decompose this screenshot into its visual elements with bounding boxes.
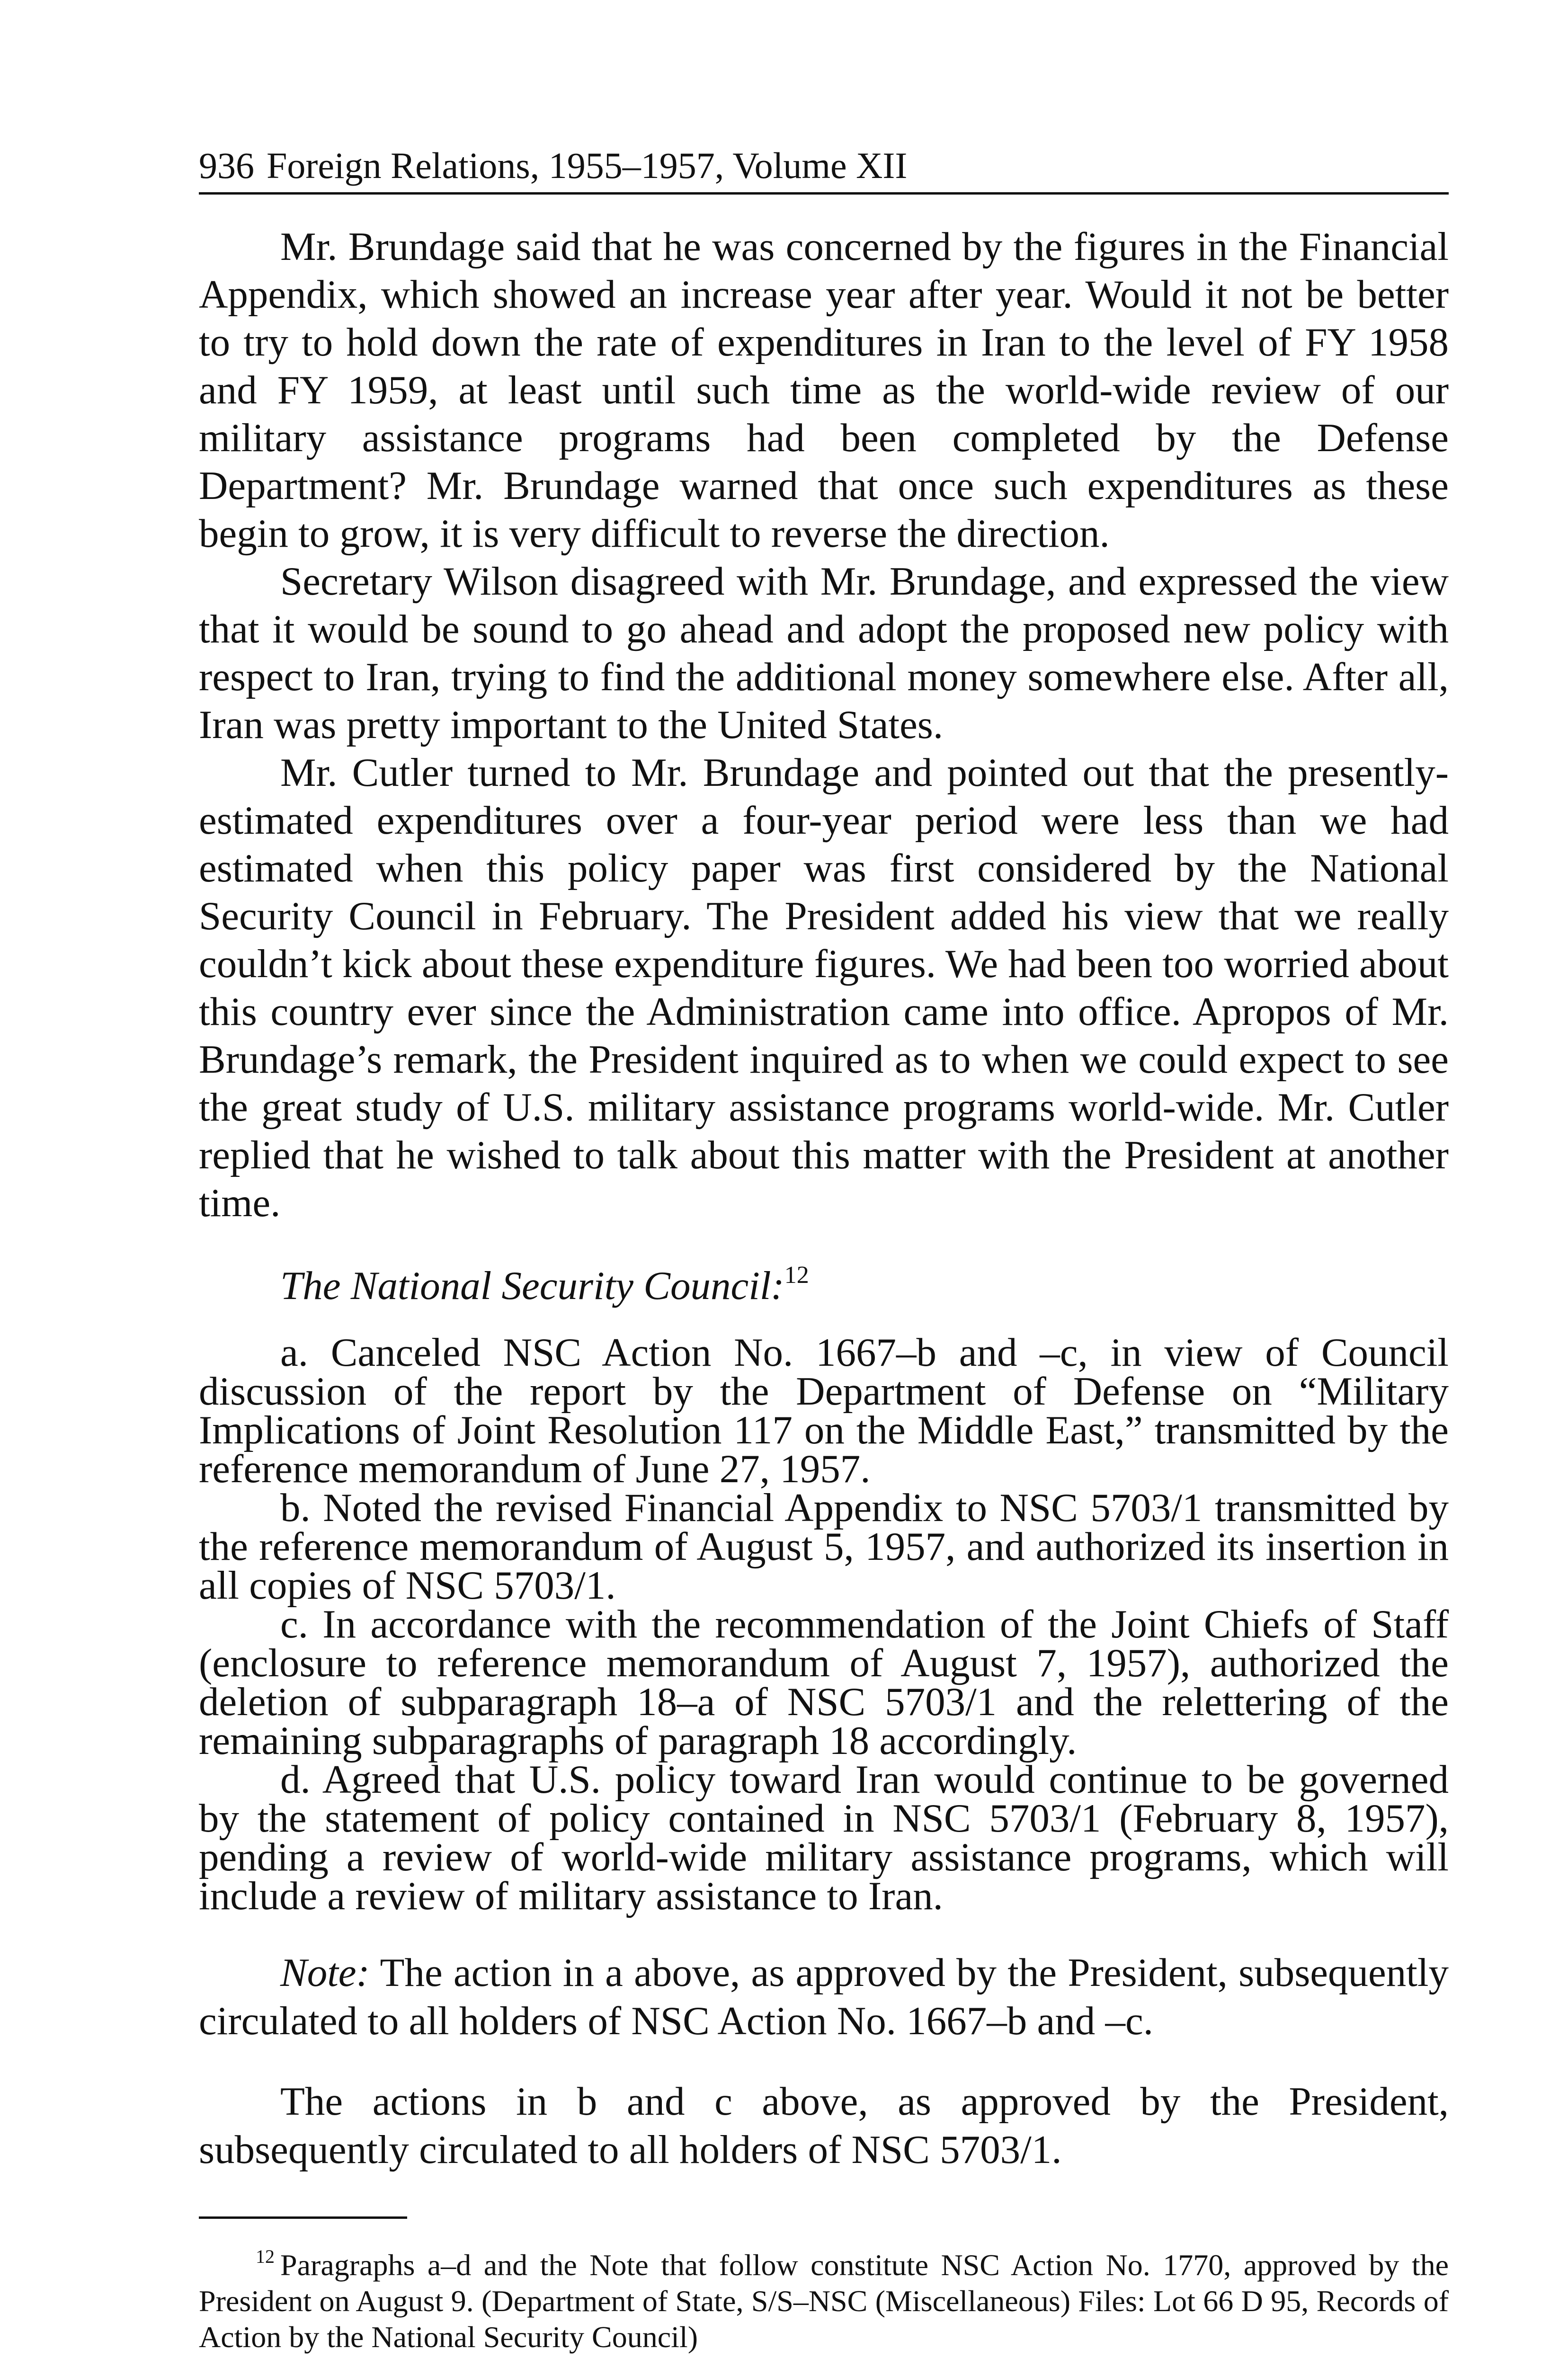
running-header: [199, 142, 1449, 195]
footnote-number: 12: [256, 2246, 275, 2267]
council-heading-text: The National Security Council:: [280, 1264, 784, 1308]
document-page: [199, 142, 1449, 2355]
note-text: The action in a above, as approved by the President, subsequently circulated to all holders of NSC Action No. 1667–b and –c.: [199, 1950, 1449, 2043]
discussion-body: [199, 223, 1449, 1227]
note-label: Note:: [280, 1950, 370, 1995]
notes-section: [199, 1949, 1449, 2174]
volume-title: Foreign Relations, 1955–1957, Volume XII: [267, 145, 908, 186]
paragraph-wilson-view: Secretary Wilson disagreed with Mr. Brundage, and expressed the view that it would be sound to go ahead and adopt the proposed new policy with respect to Iran, trying to find the additional money somewhere else. After all, Iran was pretty important to the United States.: [199, 559, 1449, 747]
footnote-reference: 12: [784, 1262, 809, 1289]
footnote-divider: [199, 2216, 407, 2219]
paragraph-brundage-concern: Mr. Brundage said that he was concerned by the figures in the Financial Appendix, which showed an increase year after year. Would it not be better to try to hold down the rate of expenditures in Iran to the level of FY 1958 and FY 1959, at least until such time as the world-wide review of our military assistance programs had been completed by the Defense Department? Mr. Brundage warned that once such expenditures as these begin to grow, it is very difficult to reverse the direction.: [199, 224, 1449, 556]
action-c: c. In accordance with the recommendation of the Joint Chiefs of Staff (enclosure to reference memorandum of August 7, 1957), authorized the deletion of subparagraph 18–a of NSC 5703/1 and the relettering of the remaining subparagraphs of paragraph 18 accordingly.: [199, 1602, 1449, 1763]
council-heading: [280, 1262, 1449, 1309]
page-number: 936: [199, 145, 254, 186]
council-actions: [199, 1330, 1449, 1918]
action-b: b. Noted the revised Financial Appendix to NSC 5703/1 transmitted by the reference memorandum of August 5, 1957, and authorized its insertion in all copies of NSC 5703/1.: [199, 1486, 1449, 1608]
note-paragraph: [199, 1949, 1449, 2045]
actions-circulation-paragraph: The actions in b and c above, as approved by the President, subsequently circulated to all holders of NSC 5703/1.: [199, 2079, 1449, 2172]
action-a: a. Canceled NSC Action No. 1667–b and –c, in view of Council discussion of the report by the Department of Defense on “Military Implications of Joint Resolution 117 on the Middle East,” transmitted by the reference memorandum of June 27, 1957.: [199, 1330, 1449, 1491]
action-d: d. Agreed that U.S. policy toward Iran would continue to be governed by the statement of policy contained in NSC 5703/1 (February 8, 1957), pending a review of world-wide military assistance programs, which will include a review of military assistance to Iran.: [199, 1757, 1449, 1918]
paragraph-cutler-reply: Mr. Cutler turned to Mr. Brundage and pointed out that the presently-estimated expenditures over a four-year period were less than we had estimated when this policy paper was first considered by the National Security Council in February. The President added his view that we really couldn’t kick about these expenditure figures. We had been too worried about this country ever since the Administration came into office. Apropos of Mr. Brundage’s remark, the President inquired as to when we could expect to see the great study of U.S. military assistance programs world-wide. Mr. Cutler replied that he wished to talk about this matter with the President at another time.: [199, 750, 1449, 1225]
footnote-12: [199, 2247, 1449, 2355]
footnote-text: Paragraphs a–d and the Note that follow constitute NSC Action No. 1770, approved by the President on August 9. (Department of State, S/S–NSC (Miscellaneous) Files: Lot 66 D 95, Records of Action by the National Security Council): [199, 2248, 1449, 2354]
